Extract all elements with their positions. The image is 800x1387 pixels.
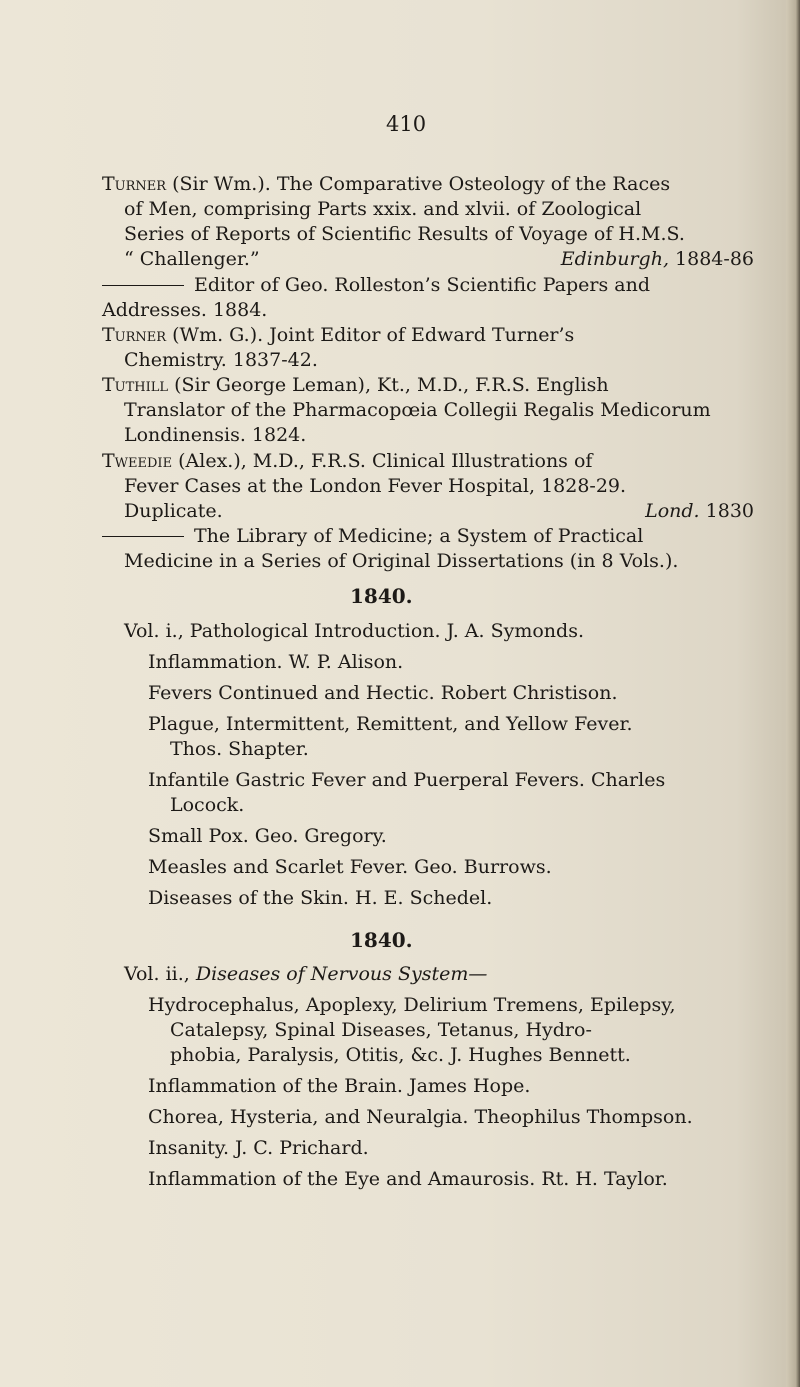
vol2-heading: Vol. ii., Diseases of Nervous System— (124, 963, 488, 985)
author-name: Tuthill (102, 374, 169, 396)
vol1-line: Locock. (170, 794, 245, 816)
entry-turner-wmg-line-2: Chemistry. 1837-42. (124, 349, 318, 371)
entry-turner-wmg-line-1: Turner (Wm. G.). Joint Editor of Edward Turner’s (102, 324, 575, 346)
entry-tuthill-line-1: Tuthill (Sir George Leman), Kt., M.D., F.R.S. English (102, 374, 609, 396)
vol1-line: Diseases of the Skin. H. E. Schedel. (148, 887, 493, 909)
entry-tweedie-line-3: Duplicate. Lond. 1830 (124, 500, 754, 522)
entry-library-line-2: Medicine in a Series of Original Dissertations (in 8 Vols.). (124, 550, 679, 572)
vol2-line: Inflammation of the Eye and Amaurosis. Rt. H. Taylor. (148, 1168, 668, 1190)
entry-library-line-1: The Library of Medicine; a System of Practical (102, 524, 643, 549)
ditto-rule (102, 285, 184, 286)
vol1-line: Vol. i., Pathological Introduction. J. A. Symonds. (124, 620, 584, 642)
vol1-line: Thos. Shapter. (170, 738, 309, 760)
vol1-line: Plague, Intermittent, Remittent, and Yellow Fever. (148, 713, 633, 735)
vol2-line: phobia, Paralysis, Otitis, &c. J. Hughes Bennett. (170, 1044, 631, 1066)
volume-year: 1840. (350, 928, 413, 952)
entry-tuthill-line-3: Londinensis. 1824. (124, 424, 307, 446)
vol2-line: Inflammation of the Brain. James Hope. (148, 1075, 531, 1097)
vol2-line: Insanity. J. C. Prichard. (148, 1137, 369, 1159)
vol1-line: Measles and Scarlet Fever. Geo. Burrows. (148, 856, 552, 878)
vol1-line: Inflammation. W. P. Alison. (148, 651, 404, 673)
vol2-line: Catalepsy, Spinal Diseases, Tetanus, Hydro- (170, 1019, 592, 1041)
entry-turner-wm-line-2: of Men, comprising Parts xxix. and xlvii. of Zoological (124, 198, 642, 220)
page-edge-shadow (786, 0, 800, 1387)
entry-turner-wm-line-1: Turner (Sir Wm.). The Comparative Osteology of the Races (102, 173, 671, 195)
author-name: Turner (102, 173, 167, 195)
entry-turner-wm-line-4: “ Challenger.” Edinburgh, 1884-86 (124, 248, 754, 270)
author-name: Turner (102, 324, 167, 346)
author-name: Tweedie (102, 450, 173, 472)
entry-tuthill-line-2: Translator of the Pharmacopœia Collegii Regalis Medicorum (124, 399, 711, 421)
page-number: 410 (386, 112, 427, 136)
entry-rolleston-line-1: Editor of Geo. Rolleston’s Scientific Papers and (102, 273, 650, 298)
imprint-year: 1884-86 (675, 248, 754, 270)
vol2-line: Chorea, Hysteria, and Neuralgia. Theophilus Thompson. (148, 1106, 693, 1128)
vol1-line: Infantile Gastric Fever and Puerperal Fevers. Charles (148, 769, 666, 791)
entry-rolleston-line-2: Addresses. 1884. (102, 299, 268, 321)
ditto-rule (102, 536, 184, 537)
imprint-year: 1830 (705, 500, 754, 522)
vol1-line: Fevers Continued and Hectic. Robert Christison. (148, 682, 618, 704)
vol1-line: Small Pox. Geo. Gregory. (148, 825, 387, 847)
volume-year: 1840. (350, 584, 413, 608)
entry-tweedie-line-2: Fever Cases at the London Fever Hospital, 1828-29. (124, 475, 627, 497)
entry-turner-wm-line-3: Series of Reports of Scientific Results of Voyage of H.M.S. (124, 223, 685, 245)
vol2-line: Hydrocephalus, Apoplexy, Delirium Tremens, Epilepsy, (148, 994, 676, 1016)
imprint-place: Edinburgh, (560, 248, 669, 270)
imprint-place: Lond. (645, 500, 700, 522)
entry-tweedie-line-1: Tweedie (Alex.), M.D., F.R.S. Clinical Illustrations of (102, 450, 593, 472)
